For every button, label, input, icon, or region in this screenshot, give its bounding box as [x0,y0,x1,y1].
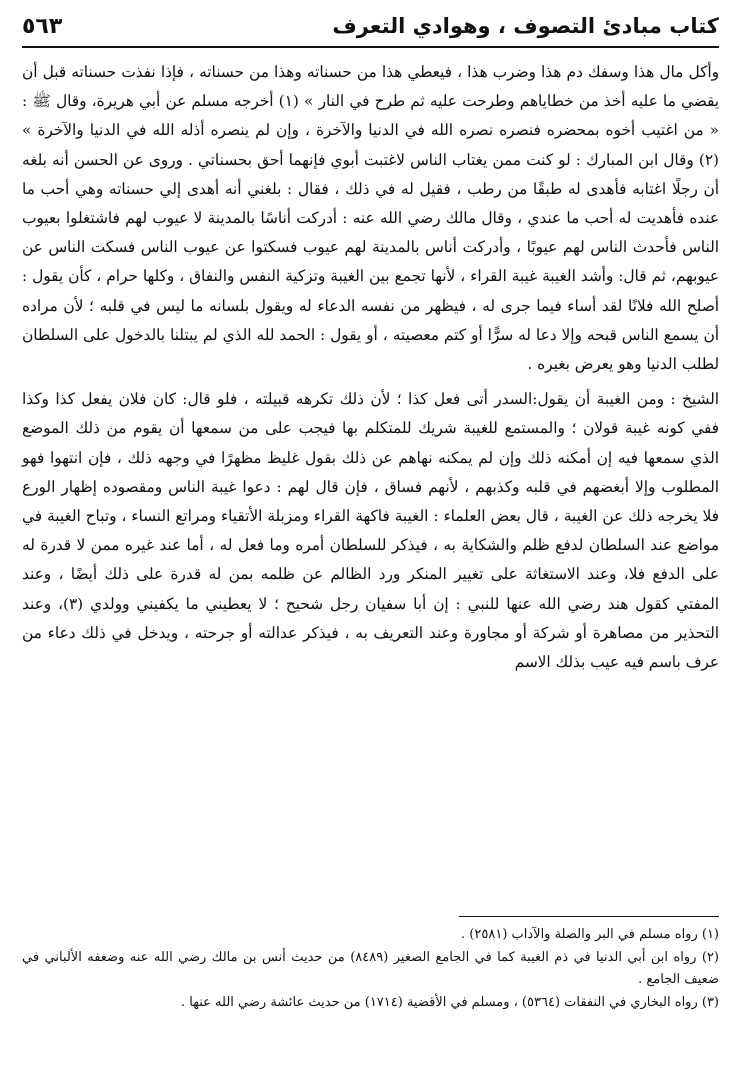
paragraph-2: الشيخ : ومن الغيبة أن يقول:السدر أتى فعل كذا ؛ لأن ذلك تكرهه قبيلته ، فلو قال: كان فلان يفعل كذا وكذا ففي كونه غيبة قولان ؛ والمستمع للغيبة شريك للمتكلم بها فيجب على من سمعها أن يقوم من ذلك الموضع الذي سمعها فيه إن أمكنه ذلك وإن لم يمكنه نهاهم عن ذلك بقول غليظ مظهرًا في وجهه ذلك ، فإن انتهوا فهو المطلوب وإلا أبغضهم في قلبه وكذبهم ، لأنهم فساق ، فإن قال لهم : دعوا غيبة الناس ومقصوده إظهار الورع فلا يخرجه ذلك عن الغيبة ، قال بعض العلماء : الغيبة فاكهة القراء ومزبلة الأتقياء ومراتع النساء ، وتباح الغيبة في مواضع عند السلطان لدفع ظلم والشكاية به ، فيذكر للسلطان أمره وما فعل له ، أما عند غيره ممن لا قدرة له على الدفع فلا، وعند الاستغاثة على تغيير المنكر ورد الظالم عن ظلمه بمن له قدرة على ذلك أيضًا ، وعند المفتي كقول هند رضي الله عنها للنبي : إن أبا سفيان رجل شحيح ؛ لا يعطيني ما يكفيني وولدي (٣)، وعند التحذير من مصاهرة أو شركة أو مجاورة وعند التعريف به ، فيذكر عدالته أو جرحته ، ويدخل في ذلك دعاء من عرف باسم فيه عيب بذلك الاسم [22,390,719,672]
footnotes [22,924,719,1014]
running-header [22,6,719,48]
footnote-1: (١) رواه مسلم في البر والصلة والآداب (٢٥٨١) . [461,927,719,942]
main-text [22,58,719,677]
page-number: ٥٦٣ [22,13,63,39]
footnote-3: (٣) رواه البخاري في النفقات (٥٣٦٤) ، ومسلم في الأقضية (١٧١٤) من حديث عائشة رضي الله عنها . [181,994,719,1010]
footnote-divider [459,916,719,917]
book-title: كتاب مبادئ التصوف ، وهوادي التعرف [332,14,719,38]
footnote-2: (٢) رواه ابن أبي الدنيا في ذم الغيبة كما في الجامع الصغير (٨٤٨٩) من حديث أنس بن مالك رضي الله عنه وضعفه الألباني في ضعيف الجامع . [22,949,719,987]
paragraph-1: وأكل مال هذا وسفك دم هذا وضرب هذا ، فيعطي هذا من حسناته وهذا من حسناته ، فإذا نفذت حسناته قبل أن يقضي ما عليه أخذ من خطاياهم وطرحت عليه ثم طرح في النار » (١) أخرجه مسلم عن أبي هريرة، وقال ﷺ : « من اغتيب أخوه بمحضره فنصره نصره الله في الدنيا والآخرة ، وإن لم ينصره أذله الله في الدنيا والآخرة » (٢) وقال ابن المبارك : لو كنت ممن يغتاب الناس لاغتبت أبوي فإنهما أحق بحسناتي . وروى عن الحسن أنه بلغه أن رجلًا اغتابه فأهدى له طبقًا من رطب ، فقيل له في ذلك ، فقال : بلغني أنه أهدى إلي حسناته وهي أحب ما عنده فأهديت له أحب ما عندي ، وقال مالك رضي الله عنه : أدركت أناسًا بالمدينة لا عيوب لهم فاشتغلوا بعيوب الناس فأحدث الناس لهم عيوبًا ، وأدركت أناس بالمدينة لهم عيوب فسكتوا عن عيوب الناس فسكت الناس عن عيوبهم، ثم قال: وأشد الغيبة غيبة القراء ، لأنها تجمع بين الغيبة وتزكية النفس والنفاق ، وكلها حرام ، كأن يقول : أصلح الله فلانًا لقد أساء فيما جرى له ، فيظهر من نفسه الدعاء له ويقول بلسانه ما ليس في قلبه ؛ لأن مراده أن يسمع الناس قبحه وإلا دعا له سرًّا أو كتم معصيته ، أو يقول : الحمد لله الذي لم يبتلنا بالدخول على السلطان لطلب الدنيا وهو يعرض بغيره . [22,63,719,374]
